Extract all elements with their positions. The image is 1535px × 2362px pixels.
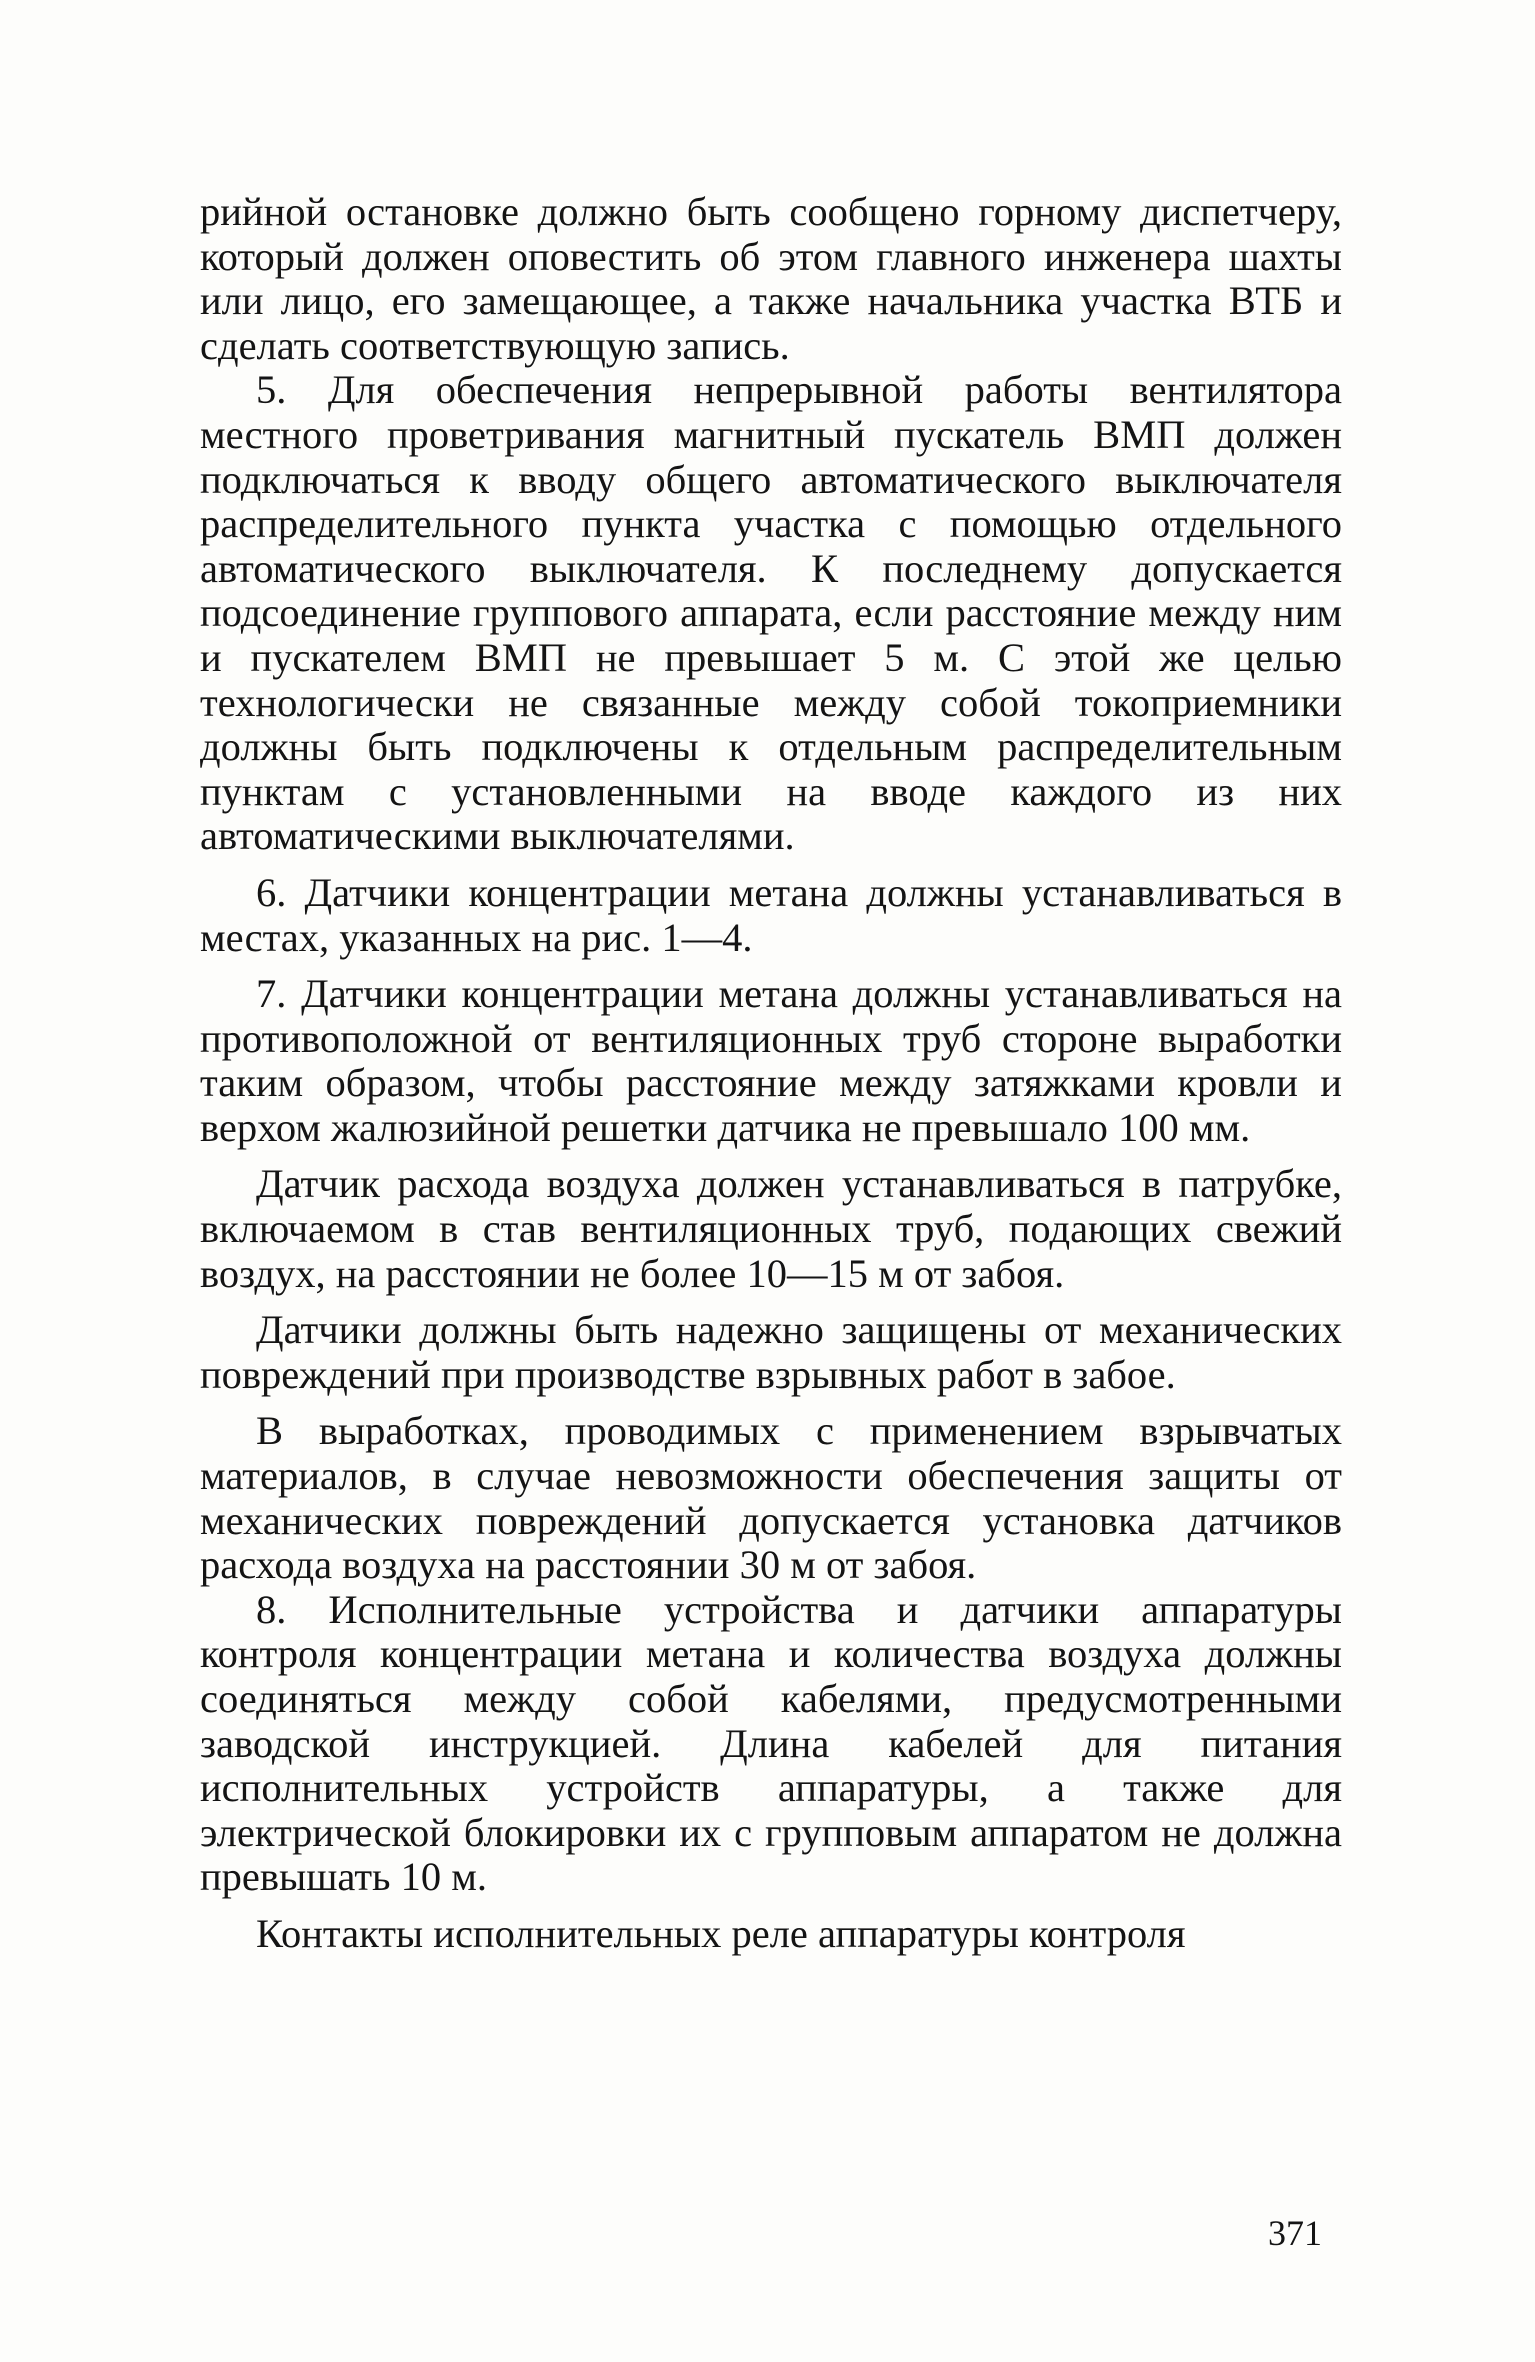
- paragraph-item-7: 7. Датчики концентрации метана должны устанавливаться на противоположной от вентиляционных труб стороне выработки таким образом, чтобы расстояние между затяжками кровли и верхом жалюзийной решетки датчика не превышало 100 мм.: [200, 971, 1342, 1150]
- paragraph-item-5: 5. Для обеспечения непрерывной работы вентилятора местного проветривания магнитный пускатель ВМП должен подключаться к вводу общего автоматического выключателя распределительного пункта участка с помощью отдельного автоматического выключателя. К последнему допускается подсоединение группового аппарата, если расстояние между ним и пускателем ВМП не превышает 5 м. С этой же целью технологически не связанные между собой токоприемники должны быть подключены к отдельным распределительным пунктам с установленными на вводе каждого из них автоматическими выключателями.: [200, 367, 1342, 859]
- paragraph-item-6: 6. Датчики концентрации метана должны устанавливаться в местах, указанных на рис. 1—4.: [200, 869, 1342, 960]
- paragraph-air-sensor: Датчик расхода воздуха должен устанавливаться в патрубке, включаемом в став вентиляционных труб, подающих свежий воздух, на расстоянии не более 10—15 м от забоя.: [200, 1161, 1342, 1296]
- paragraph-relay-contacts: Контакты исполнительных реле аппаратуры контроля: [256, 1910, 1186, 1956]
- paragraph-item-8: 8. Исполнительные устройства и датчики аппаратуры контроля концентрации метана и количества воздуха должны соединяться между собой кабелями, предусмотренными заводской инструкцией. Длина кабелей для питания исполнительных устройств аппаратуры, а также для электрической блокировки их с групповым аппаратом не должна превышать 10 м.: [200, 1586, 1342, 1900]
- page-number: 371: [1268, 2213, 1322, 2253]
- paragraph-continuation: рийной остановке должно быть сообщено горному диспетчеру, который должен оповестить об этом главного инженера шахты или лицо, его замещающее, а также начальника участка ВТБ и сделать соответствующую запись.: [200, 189, 1342, 368]
- paragraph-sensor-protection: Датчики должны быть надежно защищены от механических повреждений при производстве взрывных работ в забое.: [200, 1307, 1342, 1397]
- body-text: [200, 190, 1342, 1957]
- paragraph-explosives: В выработках, проводимых с применением взрывчатых материалов, в случае невозможности обеспечения защиты от механических повреждений допускается установка датчиков расхода воздуха на расстоянии 30 м от забоя.: [200, 1408, 1342, 1588]
